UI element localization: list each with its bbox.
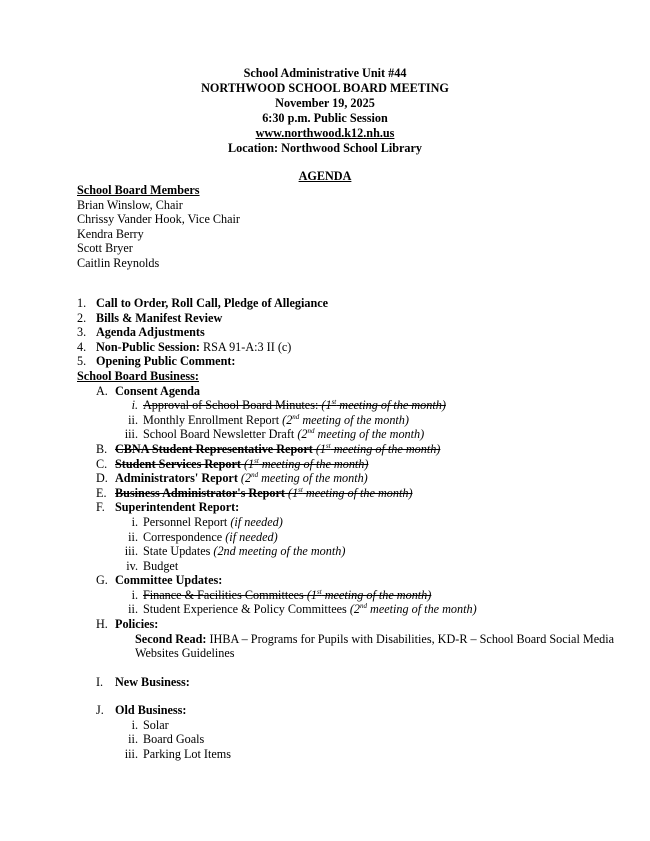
sub-label: State Updates bbox=[143, 544, 214, 559]
meeting-date: November 19, 2025 bbox=[275, 96, 375, 110]
note-sup: nd bbox=[292, 412, 300, 421]
section-mark: D. bbox=[96, 471, 108, 486]
item-text: Call to Order, Roll Call, Pledge of Allegiance bbox=[96, 296, 329, 310]
second-read bbox=[77, 632, 637, 661]
note-post: meeting of the month) bbox=[258, 456, 369, 471]
agenda-item bbox=[77, 354, 637, 369]
sub-item bbox=[77, 732, 637, 747]
section-mark: A. bbox=[96, 383, 108, 398]
sub-mark: i. bbox=[131, 717, 138, 732]
sub-mark: ii. bbox=[128, 412, 138, 427]
note-post: meeting of the month) bbox=[299, 412, 409, 427]
second-read-detail: IHBA – Programs for Pupils with Disabilities, KD-R – School Board Social Media Websites Guidelines bbox=[135, 631, 615, 661]
section-d bbox=[77, 471, 637, 486]
business-heading: School Board Business: bbox=[77, 368, 199, 383]
sub-text bbox=[143, 588, 431, 603]
item-number: 2. bbox=[77, 310, 87, 325]
member-name: Brian Winslow, Chair bbox=[77, 197, 183, 212]
sub-text bbox=[143, 398, 446, 413]
section-g bbox=[77, 573, 637, 588]
note-pre: (1 bbox=[240, 456, 255, 471]
meeting-title: NORTHWOOD SCHOOL BOARD MEETING bbox=[201, 81, 449, 95]
sub-note bbox=[307, 588, 432, 602]
sub-mark: ii. bbox=[128, 529, 138, 544]
section-mark: H. bbox=[96, 617, 108, 632]
section-title: Committee Updates: bbox=[115, 573, 223, 588]
agenda-title: AGENDA bbox=[298, 169, 352, 183]
sub-label: Personnel Report bbox=[143, 514, 231, 529]
sub-label: Student Experience & Policy Committees bbox=[143, 602, 350, 617]
section-e bbox=[77, 486, 637, 501]
spacer bbox=[77, 661, 637, 675]
note-post: meeting of the month) bbox=[258, 471, 368, 486]
section-note bbox=[238, 471, 368, 485]
member-name: Scott Bryer bbox=[77, 241, 133, 256]
sub-text: Parking Lot Items bbox=[143, 747, 232, 762]
note-post: meeting of the month) bbox=[321, 587, 432, 602]
section-mark: F. bbox=[96, 500, 105, 515]
section-title bbox=[115, 486, 413, 501]
note-pre: (2 bbox=[282, 412, 293, 427]
sub-label: Finance & Facilities Committees bbox=[143, 587, 307, 602]
note-pre: (2 bbox=[237, 471, 252, 486]
document-header bbox=[0, 66, 650, 156]
sub-note: (if needed) bbox=[230, 514, 283, 529]
sub-item bbox=[77, 602, 637, 617]
section-title: Policies: bbox=[115, 617, 159, 632]
note-pre: (1 bbox=[284, 485, 299, 500]
sub-label: Monthly Enrollment Report bbox=[143, 412, 283, 427]
sub-label: Correspondence bbox=[143, 529, 226, 544]
note-sup: st bbox=[298, 485, 303, 494]
note-sup: nd bbox=[307, 427, 315, 436]
sub-text bbox=[143, 602, 477, 617]
sub-note: (if needed) bbox=[225, 529, 278, 544]
note-post: meeting of the month) bbox=[330, 441, 441, 456]
section-j bbox=[77, 703, 637, 718]
note-pre: (2 bbox=[349, 602, 360, 617]
section-note bbox=[313, 442, 441, 456]
sub-item bbox=[77, 427, 637, 442]
item-number: 1. bbox=[77, 296, 87, 310]
note-sup: st bbox=[254, 456, 259, 465]
spacer bbox=[77, 689, 637, 703]
note-post: meeting of the month) bbox=[336, 398, 446, 413]
section-label: Administrators' Report bbox=[115, 471, 238, 486]
members-heading: School Board Members bbox=[77, 183, 200, 197]
agenda-item bbox=[77, 340, 637, 355]
sub-text bbox=[143, 544, 345, 559]
note-pre: (1 bbox=[321, 398, 332, 413]
second-read-text bbox=[135, 632, 615, 661]
sub-label: School Board Newsletter Draft bbox=[143, 427, 298, 442]
sub-note: (2nd meeting of the month) bbox=[213, 544, 346, 559]
sub-mark: i. bbox=[131, 587, 138, 602]
sub-item bbox=[77, 588, 637, 603]
section-label: Business Administrator's Report bbox=[115, 485, 285, 500]
sub-item bbox=[77, 413, 637, 428]
section-i bbox=[77, 675, 637, 690]
sub-note bbox=[282, 413, 409, 427]
sub-mark: ii. bbox=[128, 732, 138, 747]
section-title: New Business: bbox=[115, 674, 190, 689]
sub-note bbox=[350, 602, 477, 616]
note-pre: (2 bbox=[297, 427, 308, 442]
sub-mark: iii. bbox=[124, 747, 138, 762]
item-text: Opening Public Comment: bbox=[96, 354, 236, 369]
note-post: meeting of the month) bbox=[314, 427, 425, 442]
sub-item bbox=[77, 398, 637, 413]
sub-mark: iv. bbox=[126, 558, 138, 573]
note-pre: (1 bbox=[312, 441, 327, 456]
website-link[interactable]: www.northwood.k12.nh.us bbox=[255, 126, 395, 140]
sub-mark: i. bbox=[131, 514, 138, 529]
section-mark: E. bbox=[96, 485, 107, 500]
sub-text: Solar bbox=[143, 717, 169, 732]
agenda-body bbox=[77, 296, 637, 762]
section-f bbox=[77, 500, 637, 515]
section-mark: C. bbox=[96, 456, 108, 471]
member-name: Caitlin Reynolds bbox=[77, 255, 160, 270]
business-heading-row bbox=[77, 369, 637, 384]
agenda-item bbox=[77, 296, 637, 311]
sub-text: Budget bbox=[143, 558, 179, 573]
note-post: meeting of the month) bbox=[302, 485, 413, 500]
sub-item bbox=[77, 515, 637, 530]
sub-mark: i. bbox=[131, 398, 138, 413]
sub-item bbox=[77, 747, 637, 762]
item-label: Non-Public Session: bbox=[96, 339, 200, 354]
section-b bbox=[77, 442, 637, 457]
section-title bbox=[115, 457, 368, 472]
section-label: Student Services Report bbox=[115, 456, 241, 471]
section-mark: B. bbox=[96, 441, 108, 456]
sub-item bbox=[77, 718, 637, 733]
unit-title: School Administrative Unit #44 bbox=[243, 66, 407, 80]
item-detail: RSA 91-A:3 II (c) bbox=[199, 339, 292, 354]
section-note bbox=[285, 486, 413, 500]
note-sup: st bbox=[317, 587, 322, 596]
note-post: meeting of the month) bbox=[366, 602, 477, 617]
sub-item bbox=[77, 544, 637, 559]
sub-text bbox=[143, 427, 424, 442]
sub-mark: ii. bbox=[128, 602, 138, 617]
sub-note bbox=[321, 398, 446, 412]
item-text: Bills & Manifest Review bbox=[96, 310, 223, 325]
item-number: 4. bbox=[77, 339, 87, 354]
member-name: Kendra Berry bbox=[77, 226, 144, 241]
section-title: Old Business: bbox=[115, 703, 187, 718]
note-sup: nd bbox=[251, 471, 259, 480]
section-mark: G. bbox=[96, 573, 108, 588]
section-h bbox=[77, 617, 637, 632]
item-text: Agenda Adjustments bbox=[96, 325, 205, 340]
sub-item bbox=[77, 530, 637, 545]
section-title bbox=[115, 471, 368, 486]
section-c bbox=[77, 457, 637, 472]
board-members bbox=[77, 183, 240, 271]
sub-label: Approval of School Board Minutes: bbox=[143, 398, 322, 413]
sub-text bbox=[143, 515, 283, 530]
section-mark: I. bbox=[96, 674, 104, 689]
sub-mark: iii. bbox=[124, 427, 138, 442]
sub-text bbox=[143, 413, 409, 428]
item-number: 5. bbox=[77, 354, 87, 369]
note-sup: nd bbox=[359, 602, 367, 611]
note-sup: st bbox=[331, 398, 337, 407]
note-pre: (1 bbox=[306, 587, 317, 602]
sub-item bbox=[77, 559, 637, 574]
item-number: 3. bbox=[77, 325, 87, 340]
note-sup: st bbox=[326, 441, 331, 450]
section-title bbox=[115, 442, 440, 457]
member-name: Chrissy Vander Hook, Vice Chair bbox=[77, 212, 240, 227]
sub-mark: iii. bbox=[124, 544, 138, 559]
section-label: CBNA Student Representative Report bbox=[115, 441, 313, 456]
agenda-item bbox=[77, 311, 637, 326]
section-title: Superintendent Report: bbox=[115, 500, 240, 515]
section-mark: J. bbox=[96, 703, 104, 718]
sub-text: Board Goals bbox=[143, 732, 205, 747]
section-title: Consent Agenda bbox=[115, 383, 200, 398]
sub-note bbox=[297, 427, 424, 441]
section-a bbox=[77, 384, 637, 399]
sub-text bbox=[143, 530, 278, 545]
meeting-time: 6:30 p.m. Public Session bbox=[262, 111, 388, 125]
agenda-item bbox=[77, 325, 637, 340]
item-text bbox=[96, 340, 291, 355]
meeting-location: Location: Northwood School Library bbox=[228, 141, 422, 155]
section-note bbox=[241, 457, 369, 471]
second-read-label: Second Read: bbox=[135, 631, 207, 646]
